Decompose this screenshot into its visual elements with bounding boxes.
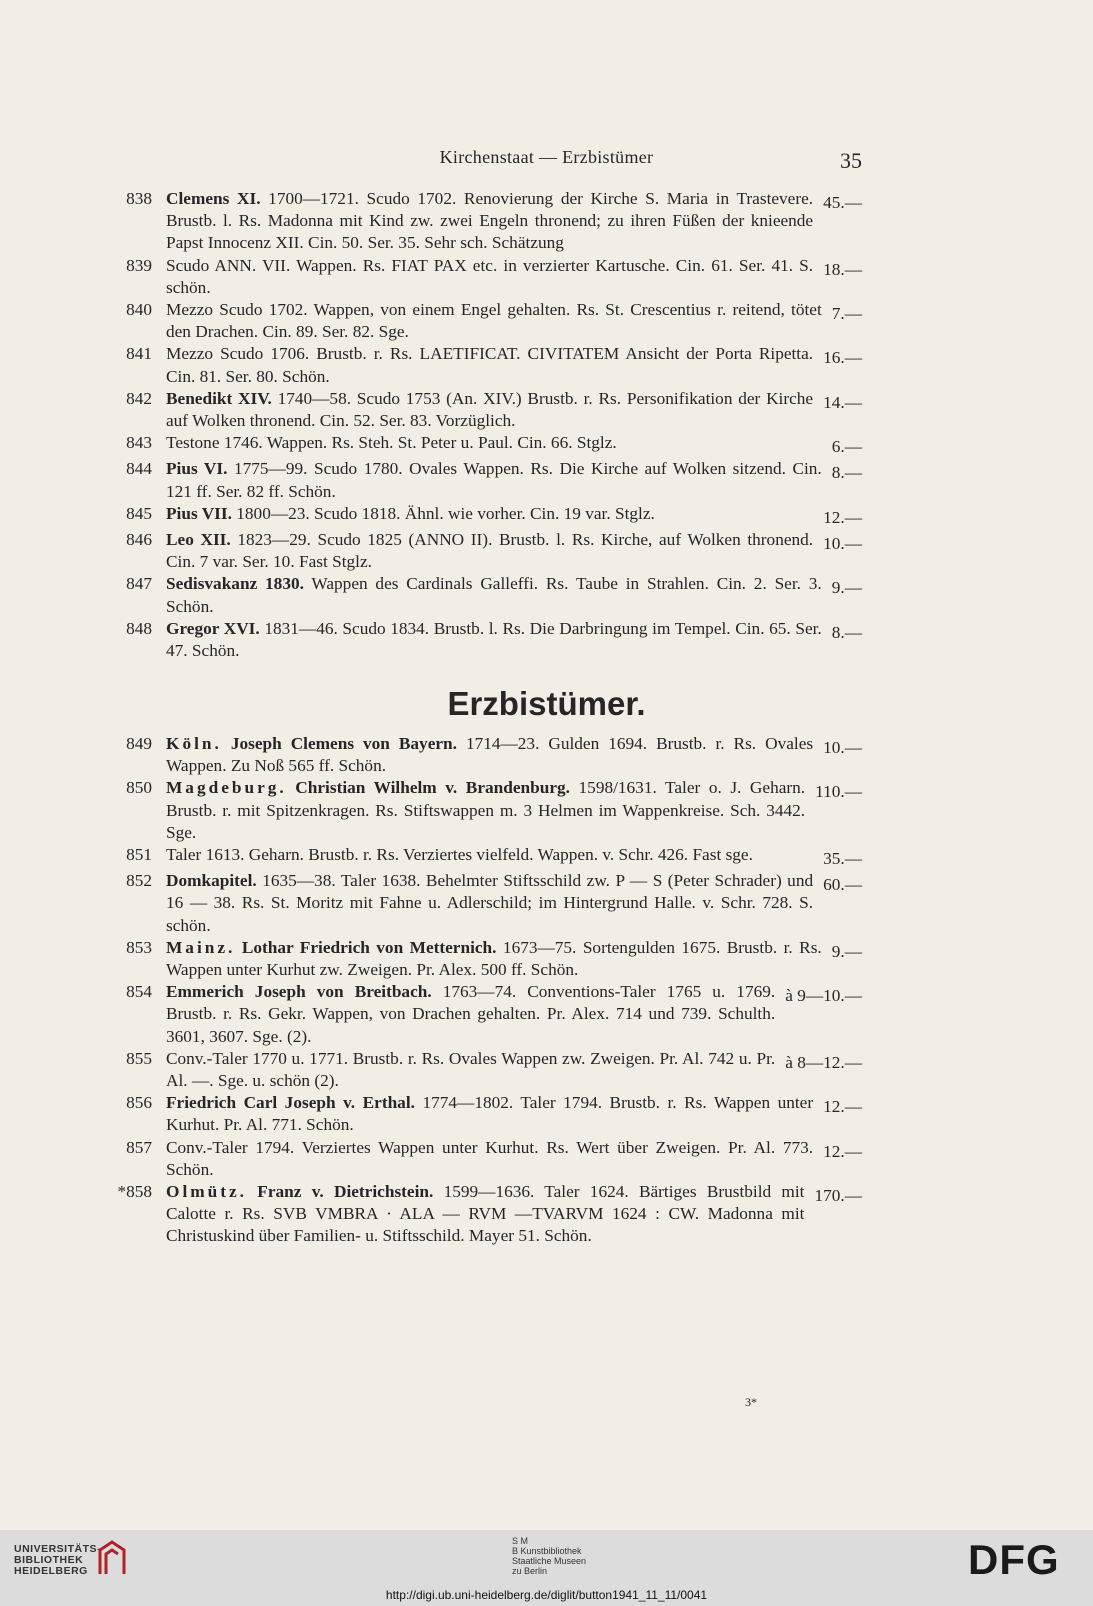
stamp-line: Staatliche Museen [512, 1556, 587, 1566]
lot-price: 35.— [823, 849, 862, 869]
lot-description: 1714—23. Gulden 1694. Brustb. r. Rs. Ovales Wappen. Zu Noß 565 ff. Schön. [166, 734, 814, 776]
lot-place: Köln. [166, 734, 222, 753]
lot-description: Mezzo Scudo 1706. Brustb. r. Rs. LAETIFICAT. CIVITATEM Ansicht der Porta Ripetta. Cin. 81. Ser. 80. Schön. [166, 344, 814, 386]
lot-number: 842 [126, 388, 152, 408]
lot-entry [110, 1048, 862, 1092]
lot-place: Olmütz. [166, 1182, 247, 1202]
lot-price: 12.— [823, 507, 862, 527]
signature-mark: 3* [745, 1395, 757, 1409]
dfg-logo[interactable]: DFG [968, 1536, 1060, 1583]
lot-price: 7.— [831, 304, 862, 324]
lot-number: 849 [126, 734, 152, 753]
lot-entry [110, 777, 862, 844]
lot-price: 18.— [823, 259, 862, 279]
lot-description: 1599—1636. Taler 1624. Bärtiges Brustbild mit Calotte r. Rs. SVB VMBRA · ALA — RVM —TVARVM 1624 : CW. Madonna mit Christuskind über Familien- u. Stiftsschild. Mayer 51. Schön. [166, 1182, 805, 1246]
lot-number: 848 [126, 618, 152, 638]
lot-entry [110, 1137, 862, 1181]
running-head: Kirchenstaat — Erzbistümer [439, 147, 654, 167]
lot-description: 1598/1631. Taler o. J. Geharn. Brustb. r. mit Spitzenkragen. Rs. Stiftswappen m. 3 Helmen im Wappenkreise. Sch. 3442. Sge. [166, 778, 806, 842]
lot-number: 854 [126, 982, 152, 1002]
lot-ruler: Franz v. Dietrichstein. [257, 1182, 434, 1202]
lot-price: 10.— [823, 534, 862, 554]
lot-price: 60.— [823, 875, 862, 895]
lot-place: Mainz. [166, 937, 236, 957]
viewer-footer [0, 1530, 1093, 1606]
lot-number: 844 [126, 459, 152, 479]
lot-number: 851 [126, 845, 152, 865]
lot-description: 1763—74. Conventions-Taler 1765 u. 1769. Brustb. r. Rs. Gekr. Wappen, von Drachen gehalten. Pr. Alex. 714 und 739. Schulth. 3601, 3607. Sge. (2). [166, 982, 776, 1046]
lot-price: 8.— [831, 622, 862, 642]
page-number: 35 [840, 148, 862, 173]
library-mark-icon [96, 1540, 130, 1576]
lot-number: 852 [126, 871, 152, 891]
lot-list-kirchenstaat [110, 188, 862, 662]
lot-number: 843 [126, 433, 152, 453]
lot-number: *858 [117, 1182, 152, 1202]
lot-price: 110.— [815, 782, 862, 802]
lot-number: 853 [126, 937, 152, 957]
lot-entry [110, 937, 862, 981]
lot-description: 1831—46. Scudo 1834. Brustb. l. Rs. Die Darbringung im Tempel. Cin. 65. Ser. 47. Schön. [166, 618, 822, 661]
lot-description: 1800—23. Scudo 1818. Ähnl. wie vorher. Cin. 19 var. Stglz. [231, 503, 655, 523]
lot-description: 1673—75. Sortengulden 1675. Brustb. r. Rs. Wappen unter Kurhut zw. Zweigen. Pr. Alex. 500 ff. Schön. [166, 937, 822, 980]
stamp-line: B Kunstbibliothek [512, 1546, 582, 1556]
lot-entry [110, 299, 862, 343]
lot-number: 857 [126, 1137, 152, 1157]
lot-entry [110, 388, 862, 432]
stamp-line: S M [512, 1536, 529, 1546]
lot-entry [110, 255, 862, 299]
lot-ruler: Gregor XVI. [166, 618, 260, 638]
lot-entry [110, 844, 862, 870]
lot-entry [110, 573, 862, 617]
lot-place: Magdeburg. [166, 778, 287, 798]
lot-entry [110, 618, 862, 662]
lot-number: 855 [126, 1048, 152, 1068]
lot-ruler: Benedikt XIV. [166, 388, 272, 408]
lot-description: 1775—99. Scudo 1780. Ovales Wappen. Rs. Die Kirche auf Wolken sitzend. Cin. 121 ff. Ser. 82 ff. Schön. [166, 459, 822, 501]
lot-entry [110, 188, 862, 255]
museum-stamp [512, 1536, 586, 1576]
lot-price: 6.— [831, 437, 862, 457]
lot-description: Conv.-Taler 1770 u. 1771. Brustb. r. Rs. Ovales Wappen zw. Zweigen. Pr. Al. 742 u. Pr. Al. —. Sge. u. schön (2). [166, 1048, 776, 1091]
lot-number: 847 [126, 574, 152, 594]
lot-entry [110, 733, 862, 777]
lot-ruler: Friedrich Carl Joseph v. Erthal. [166, 1093, 415, 1113]
lot-number: 841 [126, 344, 152, 364]
lot-entry [110, 529, 862, 573]
lot-description: 1774—1802. Taler 1794. Brustb. r. Rs. Wappen unter Kurhut. Pr. Al. 771. Schön. [166, 1093, 814, 1135]
lot-number: 850 [126, 778, 152, 798]
library-logo-line: HEIDELBERG [14, 1565, 88, 1577]
lot-description: 1700—1721. Scudo 1702. Renovierung der Kirche S. Maria in Trastevere. Brustb. l. Rs. Madonna mit Kind zw. zwei Engeln thronend; zu ihren Füßen der knieende Papst Innocenz XII. Cin. 50. Ser. 35. Sehr sch. Schätzung [166, 189, 814, 253]
lot-price: 12.— [823, 1097, 862, 1117]
lot-entry [110, 432, 862, 458]
lot-ruler: Christian Wilhelm v. Brandenburg. [295, 778, 570, 798]
lot-price: à 9—10.— [785, 986, 862, 1006]
lot-number: 840 [126, 300, 152, 320]
library-logo-line: UNIVERSITÄTS- [14, 1543, 102, 1555]
lot-entry [110, 1181, 862, 1248]
section-title: Erzbistümer. [447, 685, 646, 722]
lot-description: Wappen des Cardinals Galleffi. Rs. Taube in Strahlen. Cin. 2. Ser. 3. Schön. [166, 574, 822, 616]
lot-price: 16.— [823, 348, 862, 368]
lot-ruler: Sedisvakanz 1830. [166, 574, 304, 594]
lot-number: 845 [126, 503, 152, 523]
lot-ruler: Clemens XI. [166, 189, 261, 208]
lot-entry [110, 981, 862, 1048]
lot-price: 9.— [831, 941, 862, 961]
lot-price: à 8—12.— [785, 1052, 862, 1072]
lot-entry [110, 343, 862, 387]
lot-price: 9.— [831, 578, 862, 598]
lot-description: Mezzo Scudo 1702. Wappen, von einem Engel gehalten. Rs. St. Crescentius r. reitend, tötet den Drachen. Cin. 89. Ser. 82. Sge. [166, 300, 822, 342]
lot-price: 170.— [814, 1186, 862, 1206]
page-url-link[interactable]: http://digi.ub.uni-heidelberg.de/diglit/button1941_11_11/0041 [385, 1588, 708, 1602]
lot-description: 1635—38. Taler 1638. Behelmter Stiftsschild zw. P — S (Peter Schrader) und 16 — 38. Rs. St. Moritz mit Fahne u. Adlerschild; im Hintergrund Halle. v. Schr. 728. S. schön. [166, 871, 814, 935]
lot-price: 45.— [823, 193, 862, 212]
lot-price: 8.— [831, 463, 862, 483]
lot-price: 10.— [823, 738, 862, 757]
lot-ruler: Lothar Friedrich von Metternich. [241, 937, 497, 957]
lot-entry [110, 458, 862, 502]
library-logo[interactable] [14, 1544, 101, 1577]
lot-entry [110, 1092, 862, 1136]
lot-price: 12.— [823, 1141, 862, 1161]
lot-description: Conv.-Taler 1794. Verziertes Wappen unter Kurhut. Rs. Wert über Zweigen. Pr. Al. 773. Schön. [166, 1137, 814, 1179]
lot-number: 839 [126, 255, 152, 275]
lot-ruler: Pius VII. [166, 503, 232, 523]
lot-description: 1823—29. Scudo 1825 (ANNO II). Brustb. l. Rs. Kirche, auf Wolken thronend. Cin. 7 var. Ser. 10. Fast Stglz. [166, 530, 814, 572]
lot-ruler: Joseph Clemens von Bayern. [230, 734, 457, 753]
lot-price: 14.— [823, 392, 862, 412]
stamp-line: zu Berlin [512, 1566, 548, 1576]
lot-ruler: Pius VI. [166, 459, 228, 479]
lot-description: Testone 1746. Wappen. Rs. Steh. St. Peter u. Paul. Cin. 66. Stglz. [166, 433, 617, 453]
library-logo-line: BIBLIOTHEK [14, 1554, 84, 1566]
lot-ruler: Leo XII. [166, 530, 231, 550]
lot-number: 838 [126, 189, 152, 208]
lot-description: Taler 1613. Geharn. Brustb. r. Rs. Verziertes vielfeld. Wappen. v. Schr. 426. Fast sge. [166, 845, 753, 865]
lot-description: 1740—58. Scudo 1753 (An. XIV.) Brustb. r. Rs. Personifikation der Kirche auf Wolken thronend. Cin. 52. Ser. 83. Vorzüglich. [166, 388, 814, 431]
lot-number: 846 [126, 530, 152, 550]
lot-entry [110, 503, 862, 529]
lot-ruler: Domkapitel. [166, 871, 257, 891]
lot-number: 856 [126, 1093, 152, 1113]
lot-ruler: Emmerich Joseph von Breitbach. [166, 982, 432, 1002]
lot-list-erzbistuemer [110, 733, 862, 1248]
lot-entry [110, 870, 862, 937]
lot-description: Scudo ANN. VII. Wappen. Rs. FIAT PAX etc. in verzierter Kartusche. Cin. 61. Ser. 41. S. schön. [166, 255, 814, 297]
